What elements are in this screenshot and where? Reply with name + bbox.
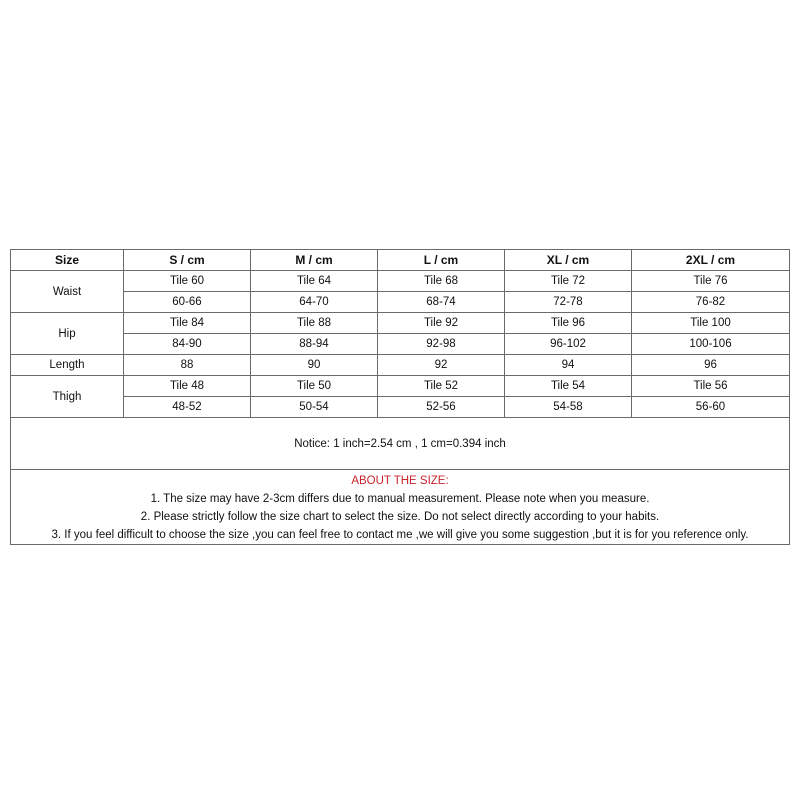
header-cell: 2XL / cm [632,250,790,271]
row-label-length: Length [11,355,124,376]
table-cell: Tile 76 [632,271,790,292]
table-cell: Tile 50 [251,376,378,397]
table-cell: 72-78 [505,292,632,313]
size-chart [10,249,789,545]
table-row [11,376,790,397]
about-item: 1. The size may have 2-3cm differs due to manual measurement. Please note when you measure. [150,493,650,505]
table-cell: 88 [124,355,251,376]
header-cell: Size [11,250,124,271]
table-cell: 90 [251,355,378,376]
table-cell: 84-90 [124,334,251,355]
size-table [10,249,790,545]
header-cell: M / cm [251,250,378,271]
table-row [11,397,790,418]
table-cell: 54-58 [505,397,632,418]
table-row [11,271,790,292]
about-section [11,470,790,545]
row-label-hip: Hip [11,313,124,355]
table-cell: Tile 84 [124,313,251,334]
table-cell: Tile 60 [124,271,251,292]
notice-text: Notice: 1 inch=2.54 cm , 1 cm=0.394 inch [11,418,790,470]
table-cell: 92 [378,355,505,376]
header-cell: XL / cm [505,250,632,271]
about-item: 2. Please strictly follow the size chart to select the size. Do not select directly according to your habits. [140,511,660,523]
header-cell: S / cm [124,250,251,271]
table-cell: Tile 56 [632,376,790,397]
table-row [11,292,790,313]
header-row [11,250,790,271]
table-row [11,313,790,334]
header-cell: L / cm [378,250,505,271]
notice-row [11,418,790,470]
table-cell: 60-66 [124,292,251,313]
table-cell: Tile 88 [251,313,378,334]
table-cell: 64-70 [251,292,378,313]
table-cell: Tile 72 [505,271,632,292]
table-cell: 94 [505,355,632,376]
about-item: 3. If you feel difficult to choose the size ,you can feel free to contact me ,we will give you some suggestion ,but it is for you reference only. [51,529,749,541]
table-cell: Tile 68 [378,271,505,292]
table-cell: 68-74 [378,292,505,313]
table-cell: Tile 100 [632,313,790,334]
table-cell: 56-60 [632,397,790,418]
table-row [11,334,790,355]
table-cell: 88-94 [251,334,378,355]
about-title: ABOUT THE SIZE: [351,475,449,487]
table-cell: 48-52 [124,397,251,418]
table-cell: 96-102 [505,334,632,355]
table-cell: Tile 64 [251,271,378,292]
row-label-waist: Waist [11,271,124,313]
table-cell: Tile 54 [505,376,632,397]
row-label-thigh: Thigh [11,376,124,418]
table-cell: 50-54 [251,397,378,418]
table-cell: 92-98 [378,334,505,355]
table-row [11,355,790,376]
table-cell: 52-56 [378,397,505,418]
table-cell: Tile 96 [505,313,632,334]
table-cell: 96 [632,355,790,376]
about-row [11,470,790,545]
table-cell: 100-106 [632,334,790,355]
table-cell: Tile 52 [378,376,505,397]
table-cell: Tile 92 [378,313,505,334]
table-cell: 76-82 [632,292,790,313]
table-cell: Tile 48 [124,376,251,397]
